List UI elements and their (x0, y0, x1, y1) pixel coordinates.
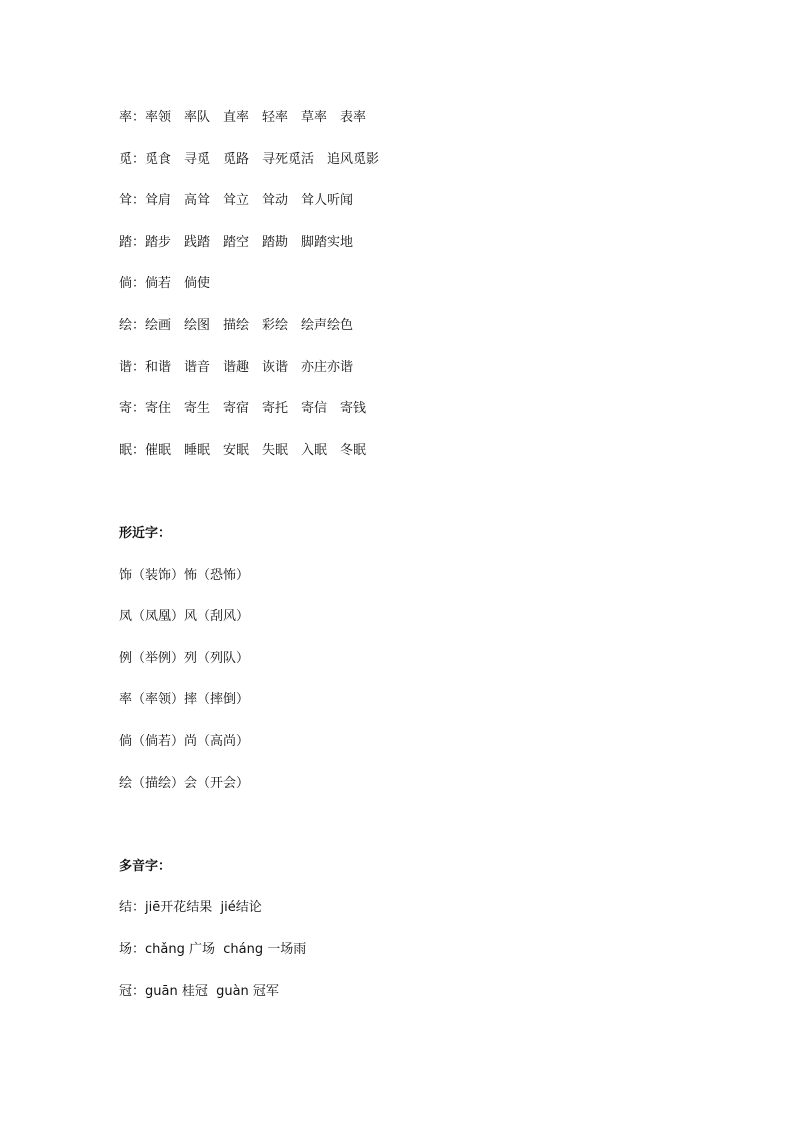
similar-pair: 倘（倘若）尚（高尚） (119, 734, 250, 749)
polyphonic-entry: 冠：guān 桂冠 guàn 冠军 (119, 984, 279, 999)
word-entry-song: 耸：耸肩 高耸 耸立 耸动 耸人听闻 (119, 193, 354, 208)
word-entry-ji: 寄：寄住 寄生 寄宿 寄托 寄信 寄钱 (119, 401, 367, 416)
word-entry-xie: 谐：和谐 谐音 谐趣 诙谐 亦庄亦谐 (119, 360, 354, 375)
similar-pair: 饰（装饰）怖（恐怖） (119, 568, 250, 583)
similar-pair: 绘（描绘）会（开会） (119, 776, 250, 791)
word-entry-mian: 眠：催眠 睡眠 安眠 失眠 入眠 冬眠 (119, 443, 367, 458)
polyphonic-entry: 场：chǎng 广场 cháng 一场雨 (119, 942, 307, 957)
similar-pair: 例（举例）列（列队） (119, 651, 250, 666)
similar-characters-heading: 形近字： (119, 526, 172, 541)
polyphonic-heading: 多音字： (119, 859, 172, 874)
word-entry-tang: 倘：倘若 倘使 (119, 276, 211, 291)
polyphonic-entry: 结：jiē开花结果 jié结论 (119, 900, 262, 915)
similar-pair: 率（率领）摔（摔倒） (119, 692, 250, 707)
similar-pair: 凤（凤凰）风（刮风） (119, 609, 250, 624)
word-entry-ta: 踏：踏步 践踏 踏空 踏勘 脚踏实地 (119, 235, 354, 250)
word-entry-lv: 率：率领 率队 直率 轻率 草率 表率 (119, 110, 367, 125)
word-entry-mi: 觅：觅食 寻觅 觅路 寻死觅活 追风觅影 (119, 152, 380, 167)
word-entry-hui: 绘：绘画 绘图 描绘 彩绘 绘声绘色 (119, 318, 354, 333)
